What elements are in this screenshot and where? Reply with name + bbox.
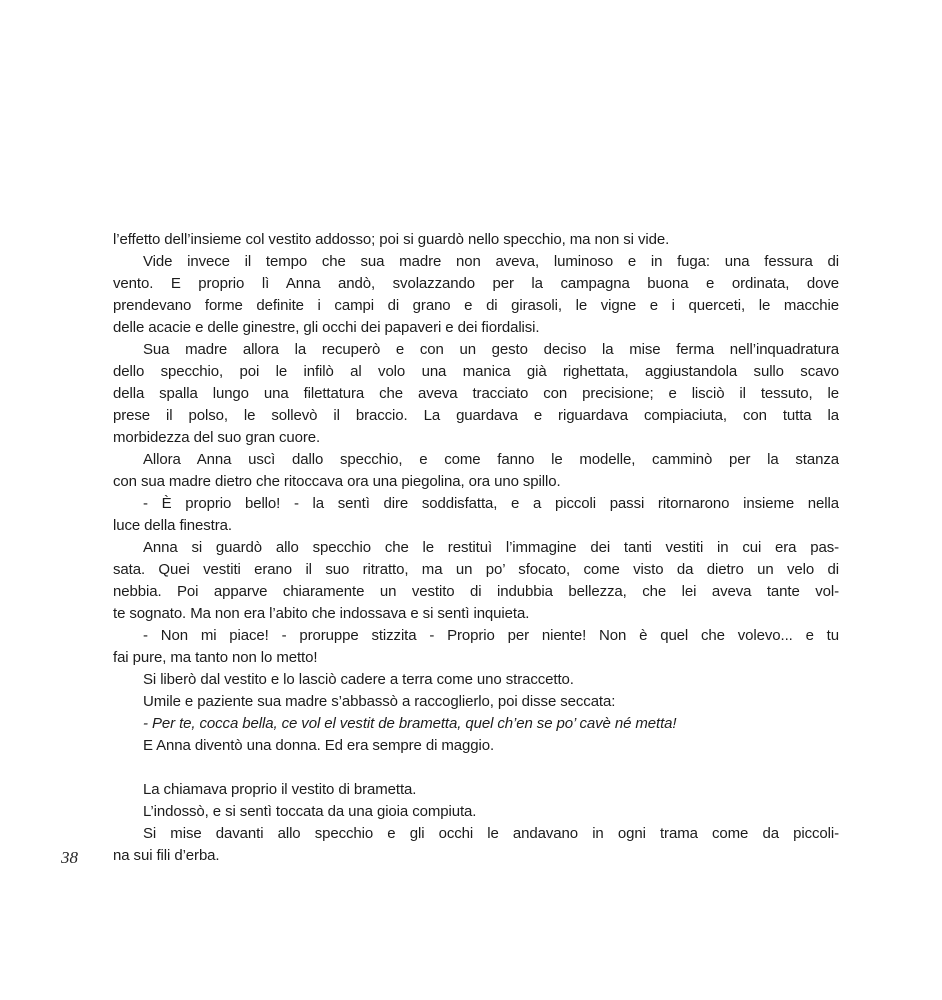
page-text [113, 229, 839, 867]
text-line: Si liberò dal vestito e lo lasciò cadere a terra come uno straccetto. [143, 671, 574, 688]
text-line: dello specchio, poi le infilò al volo una manica già righettata, aggiustandola sullo scavo [113, 363, 839, 380]
text-line: na sui fili d’erba. [113, 847, 220, 864]
text-line: La chiamava proprio il vestito di brametta. [143, 781, 417, 798]
text-line: prendevano forme definite i campi di grano e di girasoli, le vigne e i querceti, le macchie [113, 297, 839, 314]
text-line: vento. E proprio lì Anna andò, svolazzando per la campagna buona e ordinata, dove [113, 275, 839, 292]
text-line: prese il polso, le sollevò il braccio. La guardava e riguardava compiaciuta, con tutta la [113, 407, 839, 424]
text-line: Allora Anna uscì dallo specchio, e come fanno le modelle, camminò per la stanza [143, 451, 839, 468]
paragraph-spacer [113, 757, 839, 779]
text-line: luce della finestra. [113, 517, 232, 534]
text-line: nebbia. Poi apparve chiaramente un vestito di indubbia bellezza, che lei aveva tante vol- [113, 583, 839, 600]
text-line: - È proprio bello! - la sentì dire soddisfatta, e a piccoli passi ritornarono insieme nella [143, 495, 839, 512]
text-line: con sua madre dietro che ritoccava ora una piegolina, ora uno spillo. [113, 473, 561, 490]
text-line: L’indossò, e si sentì toccata da una gioia compiuta. [143, 803, 477, 820]
text-line: - Per te, cocca bella, ce vol el vestit de brametta, quel ch’en se po’ cavè né metta! [143, 715, 677, 732]
page-number: 38 [61, 848, 78, 867]
text-line: della spalla lungo una filettatura che aveva tracciato con precisione; e lisciò il tessuto, le [113, 385, 839, 402]
text-line: - Non mi piace! - proruppe stizzita - Proprio per niente! Non è quel che volevo... e tu [143, 627, 839, 644]
text-line: delle acacie e delle ginestre, gli occhi dei papaveri e dei fiordalisi. [113, 319, 540, 336]
text-line: Vide invece il tempo che sua madre non aveva, luminoso e in fuga: una fessura di [143, 253, 839, 270]
text-line: fai pure, ma tanto non lo metto! [113, 649, 318, 666]
text-line: Umile e paziente sua madre s’abbassò a raccoglierlo, poi disse seccata: [143, 693, 616, 710]
text-line: E Anna diventò una donna. Ed era sempre di maggio. [143, 737, 495, 754]
text-line: Anna si guardò allo specchio che le restituì l’immagine dei tanti vestiti in cui era pas- [143, 539, 839, 556]
text-line: l’effetto dell’insieme col vestito addosso; poi si guardò nello specchio, ma non si vide. [113, 231, 670, 248]
text-line: te sognato. Ma non era l’abito che indossava e si sentì inquieta. [113, 605, 530, 622]
text-line: morbidezza del suo gran cuore. [113, 429, 321, 446]
text-line: Si mise davanti allo specchio e gli occhi le andavano in ogni trama come da piccoli- [143, 825, 839, 842]
text-line: Sua madre allora la recuperò e con un gesto deciso la mise ferma nell’inquadratura [143, 341, 839, 358]
text-line: sata. Quei vestiti erano il suo ritratto, ma un po’ sfocato, come visto da dietro un velo di [113, 561, 839, 578]
